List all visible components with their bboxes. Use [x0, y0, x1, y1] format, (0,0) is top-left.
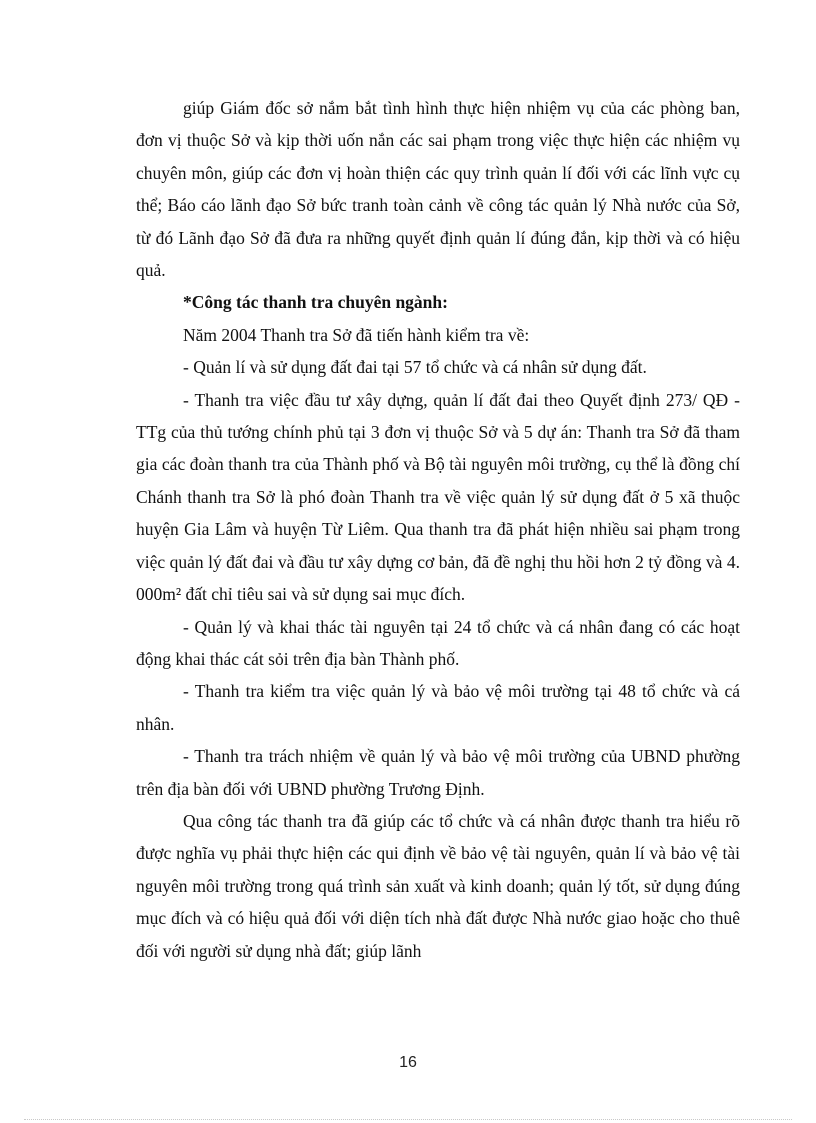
list-item-environment-protection: - Thanh tra kiểm tra việc quản lý và bảo vệ môi trường tại 48 tổ chức và cá nhân.: [136, 681, 740, 734]
paragraph-intro-continuation: giúp Giám đốc sở nắm bắt tình hình thực hiện nhiệm vụ của các phòng ban, đơn vị thuộc Sở và kịp thời uốn nắn các sai phạm trong việc thực hiện các nhiệm vụ chuyên môn, giúp các đơn vị hoàn thiện các quy trình quản lí đối với các lĩnh vực cụ thể; Báo cáo lãnh đạo Sở bức tranh toàn cảnh về công tác quản lý Nhà nước của Sở, từ đó Lãnh đạo Sở đã đưa ra những quyết định quản lí đúng đắn, kịp thời và có hiệu quả.: [136, 98, 740, 281]
document-body: [136, 92, 740, 967]
list-item-ward-responsibility: - Thanh tra trách nhiệm về quản lý và bảo vệ môi trường của UBND phường trên địa bàn đối với UBND phường Trương Định.: [136, 746, 740, 799]
list-item-construction-investment: - Thanh tra việc đầu tư xây dựng, quản lí đất đai theo Quyết định 273/ QĐ - TTg của thủ tướng chính phủ tại 3 đơn vị thuộc Sở và 5 dự án: Thanh tra Sở đã tham gia các đoàn thanh tra của Thành phố và Bộ tài nguyên môi trường, cụ thể là đồng chí Chánh thanh tra Sở là phó đoàn Thanh tra về việc quản lý sử dụng đất ở 5 xã thuộc huyện Gia Lâm và huyện Từ Liêm. Qua thanh tra đã phát hiện nhiều sai phạm trong việc quản lý đất đai và đầu tư xây dựng cơ bản, đã đề nghị thu hồi hơn 2 tỷ đồng và 4. 000m² đất chỉ tiêu sai và sử dụng sai mục đích.: [136, 389, 740, 605]
page-bottom-divider: [24, 1119, 792, 1120]
page-number: 16: [399, 1054, 417, 1071]
paragraph-2004-inspection: Năm 2004 Thanh tra Sở đã tiến hành kiểm tra về:: [183, 324, 530, 345]
paragraph-inspection-results: Qua công tác thanh tra đã giúp các tổ chức và cá nhân được thanh tra hiểu rõ được nghĩa vụ phải thực hiện các qui định về bảo vệ tài nguyên, quản lí và bảo vệ tài nguyên môi trường trong quá trình sản xuất và kinh doanh; quản lý tốt, sử dụng đúng mục đích và có hiệu quả đối với diện tích nhà đất được Nhà nước giao hoặc cho thuê đối với người sử dụng nhà đất; giúp lãnh: [136, 810, 740, 961]
list-item-resource-exploitation: - Quản lý và khai thác tài nguyên tại 24 tổ chức và cá nhân đang có các hoạt động khai thác cát sỏi trên địa bàn Thành phố.: [136, 616, 740, 669]
section-heading: *Công tác thanh tra chuyên ngành:: [183, 292, 448, 313]
list-item-land-use: - Quản lí và sử dụng đất đai tại 57 tổ chức và cá nhân sử dụng đất.: [183, 357, 647, 378]
